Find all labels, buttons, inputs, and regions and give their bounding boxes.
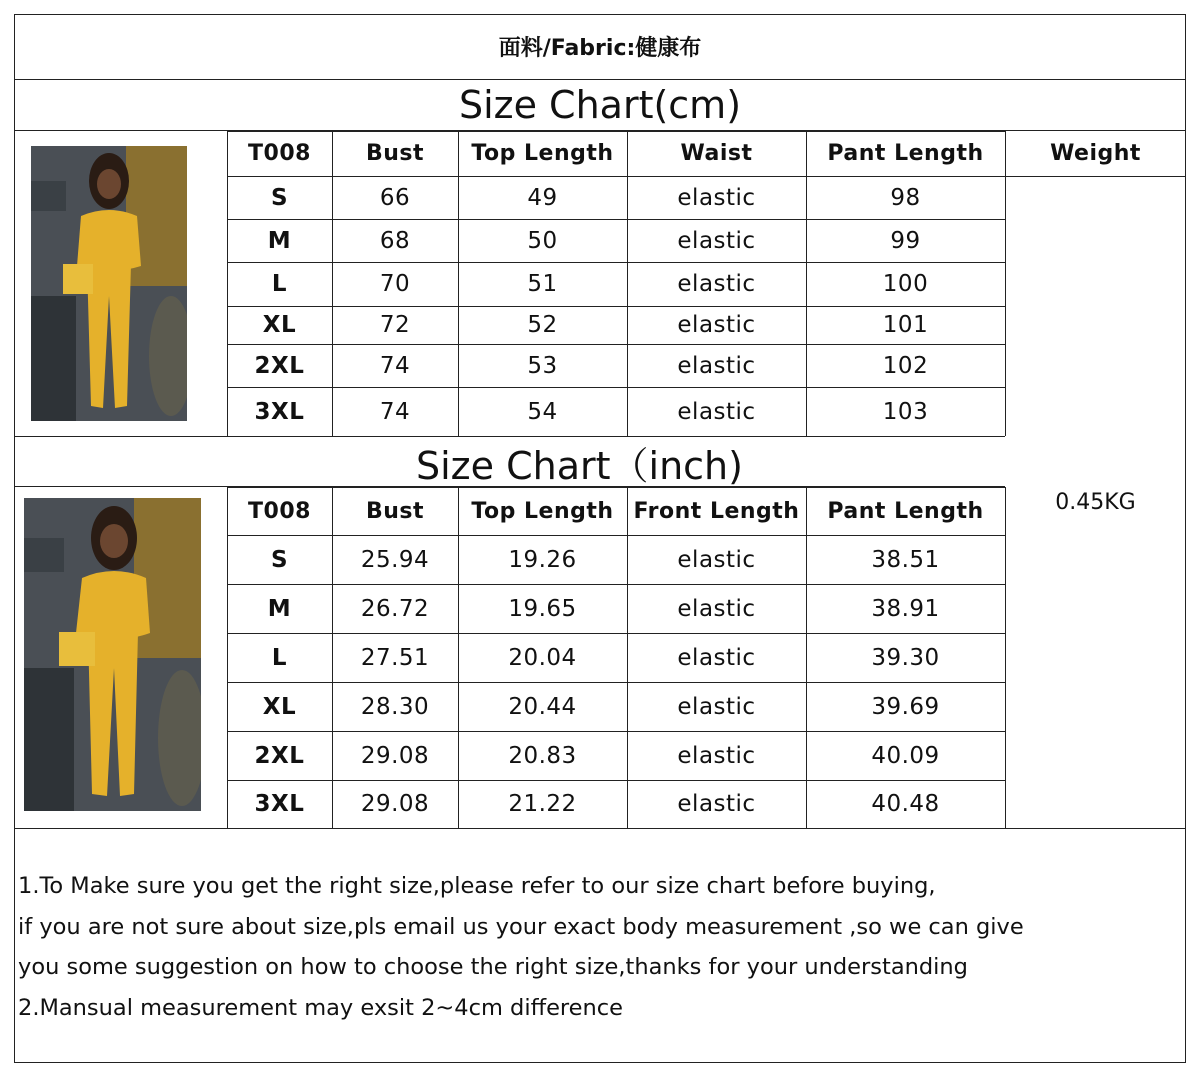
fabric-label: 面料/Fabric:健康布 — [498, 36, 702, 61]
cm-value-cell: 74 — [379, 398, 411, 425]
cm-size-cell: L — [271, 271, 288, 297]
cm-value-cell: 74 — [379, 352, 411, 379]
inch-size-cell: L — [271, 644, 288, 671]
cm-value-cell: 72 — [379, 312, 411, 338]
inch-value-cell: 27.51 — [360, 644, 430, 671]
inch-chart-title: Size Chart（inch) — [416, 443, 743, 488]
inch-header-cell: T008 — [248, 498, 311, 524]
cm-value-cell: 50 — [527, 227, 558, 254]
inch-value-cell: 38.91 — [871, 595, 940, 622]
cm-value-cell: 54 — [527, 398, 558, 425]
inch-value-cell: 29.08 — [360, 791, 430, 817]
inch-size-cell: 3XL — [254, 791, 305, 817]
inch-header-cell: Front Length — [633, 498, 800, 524]
cm-value-cell: 68 — [379, 227, 411, 254]
cm-value-cell: 102 — [882, 352, 929, 379]
cm-value-cell: 103 — [882, 398, 929, 425]
inch-value-cell: 40.09 — [871, 742, 940, 769]
notes — [18, 866, 1178, 1028]
inch-size-cell: S — [270, 546, 289, 573]
inch-value-cell: 39.30 — [871, 644, 940, 671]
cm-header-cell: T008 — [248, 141, 311, 166]
inch-value-cell: 20.83 — [508, 742, 577, 769]
cm-value-cell: elastic — [677, 227, 756, 254]
inch-value-cell: 28.30 — [360, 693, 430, 720]
inch-value-cell: 19.65 — [508, 595, 577, 622]
inch-value-cell: 20.04 — [508, 644, 577, 671]
grid-line — [227, 436, 1005, 437]
cm-value-cell: elastic — [677, 184, 756, 211]
inch-value-cell: 21.22 — [508, 791, 577, 817]
note-line: if you are not sure about size,pls email us your exact body measurement ,so we can give — [18, 913, 1024, 940]
inch-value-cell: 26.72 — [360, 595, 430, 622]
inch-size-cell: M — [267, 595, 292, 622]
cm-value-cell: 99 — [890, 227, 921, 254]
inch-header-cell: Top Length — [471, 498, 614, 524]
cm-size-cell: 3XL — [254, 398, 305, 425]
cm-value-cell: 101 — [882, 312, 929, 338]
grid-line — [227, 828, 1005, 829]
cm-size-cell: 2XL — [254, 352, 305, 379]
inch-value-cell: elastic — [677, 644, 756, 671]
inch-value-cell: 29.08 — [360, 742, 430, 769]
note-line: you some suggestion on how to choose the right size,thanks for your understanding — [18, 954, 968, 980]
cm-header-cell: Waist — [680, 141, 753, 166]
inch-value-cell: elastic — [677, 693, 756, 720]
cm-value-cell: elastic — [677, 352, 756, 379]
model-photo-top — [31, 146, 187, 421]
inch-size-cell: 2XL — [254, 742, 305, 769]
cm-size-cell: M — [267, 227, 292, 254]
note-line: 2.Mansual measurement may exsit 2~4cm difference — [18, 994, 623, 1021]
cm-chart-title: Size Chart(cm) — [458, 83, 742, 127]
inch-header-cell: Bust — [365, 498, 425, 524]
cm-value-cell: 52 — [527, 312, 558, 338]
inch-value-cell: 20.44 — [508, 693, 577, 720]
cm-header-cell: Pant Length — [827, 141, 984, 166]
cm-value-cell: 51 — [527, 271, 558, 297]
cm-value-cell: 70 — [379, 271, 411, 297]
cm-value-cell: 100 — [882, 271, 929, 297]
inch-value-cell: 19.26 — [508, 546, 577, 573]
cm-value-cell: 53 — [527, 352, 558, 379]
inch-value-cell: elastic — [677, 546, 756, 573]
inch-size-cell: XL — [262, 693, 297, 720]
weight-value: 0.45KG — [1055, 489, 1136, 515]
cm-value-cell: 49 — [527, 184, 558, 211]
cm-value-cell: 98 — [890, 184, 921, 211]
weight-header: Weight — [1050, 141, 1141, 166]
cm-size-cell: XL — [262, 312, 297, 338]
cm-size-cell: S — [270, 184, 289, 211]
note-line: 1.To Make sure you get the right size,please refer to our size chart before buying, — [18, 873, 936, 899]
inch-value-cell: elastic — [677, 595, 756, 622]
cm-header-cell: Bust — [365, 141, 425, 166]
inch-value-cell: 38.51 — [871, 546, 940, 573]
inch-value-cell: elastic — [677, 791, 756, 817]
cm-header-cell: Top Length — [471, 141, 614, 166]
inch-header-cell: Pant Length — [827, 498, 984, 524]
cm-value-cell: elastic — [677, 271, 756, 297]
inch-value-cell: 40.48 — [871, 791, 940, 817]
cm-value-cell: elastic — [677, 398, 756, 425]
model-photo-bottom — [24, 498, 201, 811]
inch-value-cell: elastic — [677, 742, 756, 769]
cm-value-cell: 66 — [379, 184, 411, 211]
inch-value-cell: 39.69 — [871, 693, 940, 720]
cm-value-cell: elastic — [677, 312, 756, 338]
inch-value-cell: 25.94 — [360, 546, 430, 573]
